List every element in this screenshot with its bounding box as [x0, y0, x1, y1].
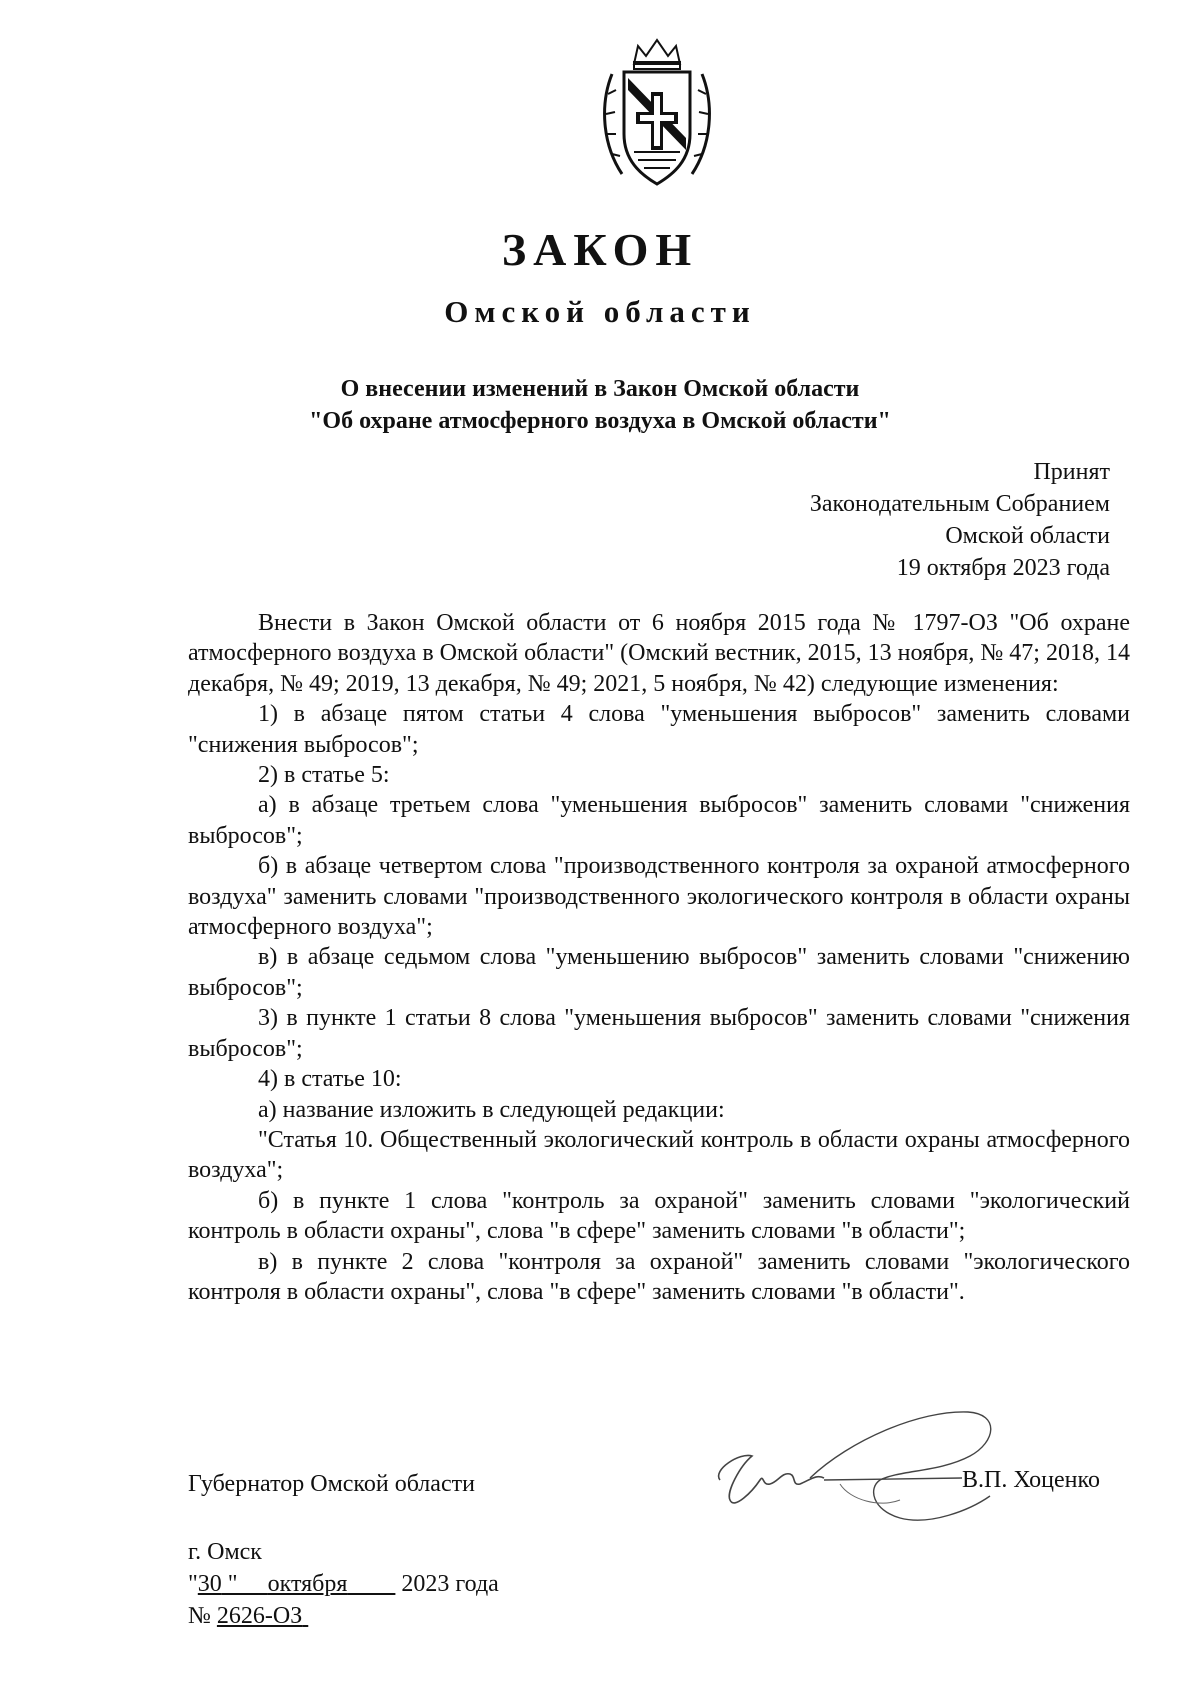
body-paragraph: в) в пункте 2 слова "контроля за охраной" заменить словами "экологического контроля в области охраны", слова "в сфере" заменить словами "в области". — [188, 1248, 1130, 1305]
body-paragraph: в) в абзаце седьмом слова "уменьшению выбросов" заменить словами "снижению выбросов"; — [188, 944, 1130, 1001]
law-body — [188, 608, 1130, 1307]
law-subject-line: О внесении изменений в Закон Омской области — [340, 376, 860, 402]
signing-place: г. Омск — [188, 1539, 262, 1565]
adoption-date: 19 октября 2023 года — [896, 555, 1110, 581]
coat-of-arms-icon — [594, 34, 720, 190]
adoption-line: Законодательным Собранием — [809, 491, 1110, 517]
governor-name: В.П. Хоценко — [962, 1467, 1100, 1493]
body-paragraph: а) в абзаце третьем слова "уменьшения выбросов" заменить словами "снижения выбросов"; — [188, 792, 1130, 849]
signing-date: "30 " октября 2023 года — [188, 1571, 499, 1597]
law-number — [188, 1600, 308, 1632]
document-title: ЗАКОН — [501, 224, 699, 275]
document-subtitle: Омской области — [444, 294, 756, 329]
body-paragraph: 4) в статье 10: — [258, 1066, 402, 1093]
law-subject-line: "Об охране атмосферного воздуха в Омской области" — [309, 408, 891, 434]
law-subject — [0, 373, 1200, 437]
body-paragraph: Внести в Закон Омской области от 6 ноября 2015 года № 1797-ОЗ "Об охране атмосферного воздуха в Омской области" (Омский вестник, 2015, 13 ноября, № 47; 2018, 14 декабря, № 49; 2019, 13 декабря, № 49; 2021, 5 ноября, № 42) следующие изменения: — [188, 610, 1130, 697]
body-paragraph: 3) в пункте 1 статьи 8 слова "уменьшения выбросов" заменить словами "снижения выбросов"; — [188, 1005, 1130, 1062]
adoption-line: Омской области — [945, 523, 1110, 549]
adoption-line: Принят — [1033, 459, 1110, 485]
body-paragraph: 2) в статье 5: — [258, 762, 390, 789]
adoption-block — [810, 456, 1110, 584]
body-paragraph: 1) в абзаце пятом статьи 4 слова "уменьшения выбросов" заменить словами "снижения выбросов"; — [188, 701, 1130, 758]
body-paragraph: б) в абзаце четвертом слова "производственного контроля за охраной атмосферного воздуха" заменить словами "производственного экологического контроля в области охраны атмосферного воздуха"; — [188, 853, 1130, 941]
law-number-prefix: № — [188, 1603, 211, 1629]
body-paragraph: "Статья 10. Общественный экологический контроль в области охраны атмосферного воздуха"; — [188, 1126, 1130, 1184]
date-day: 30 — [197, 1571, 222, 1597]
body-paragraph: б) в пункте 1 слова "контроль за охраной" заменить словами "экологический контроль в области охраны", слова "в сфере" заменить словами "в области"; — [188, 1187, 1130, 1245]
law-number-value: 2626-ОЗ — [216, 1603, 303, 1629]
body-paragraph: а) название изложить в следующей редакции: — [258, 1096, 725, 1123]
date-year: 2023 года — [401, 1571, 499, 1597]
governor-position: Губернатор Омской области — [188, 1471, 475, 1497]
date-month: октября — [267, 1571, 348, 1597]
